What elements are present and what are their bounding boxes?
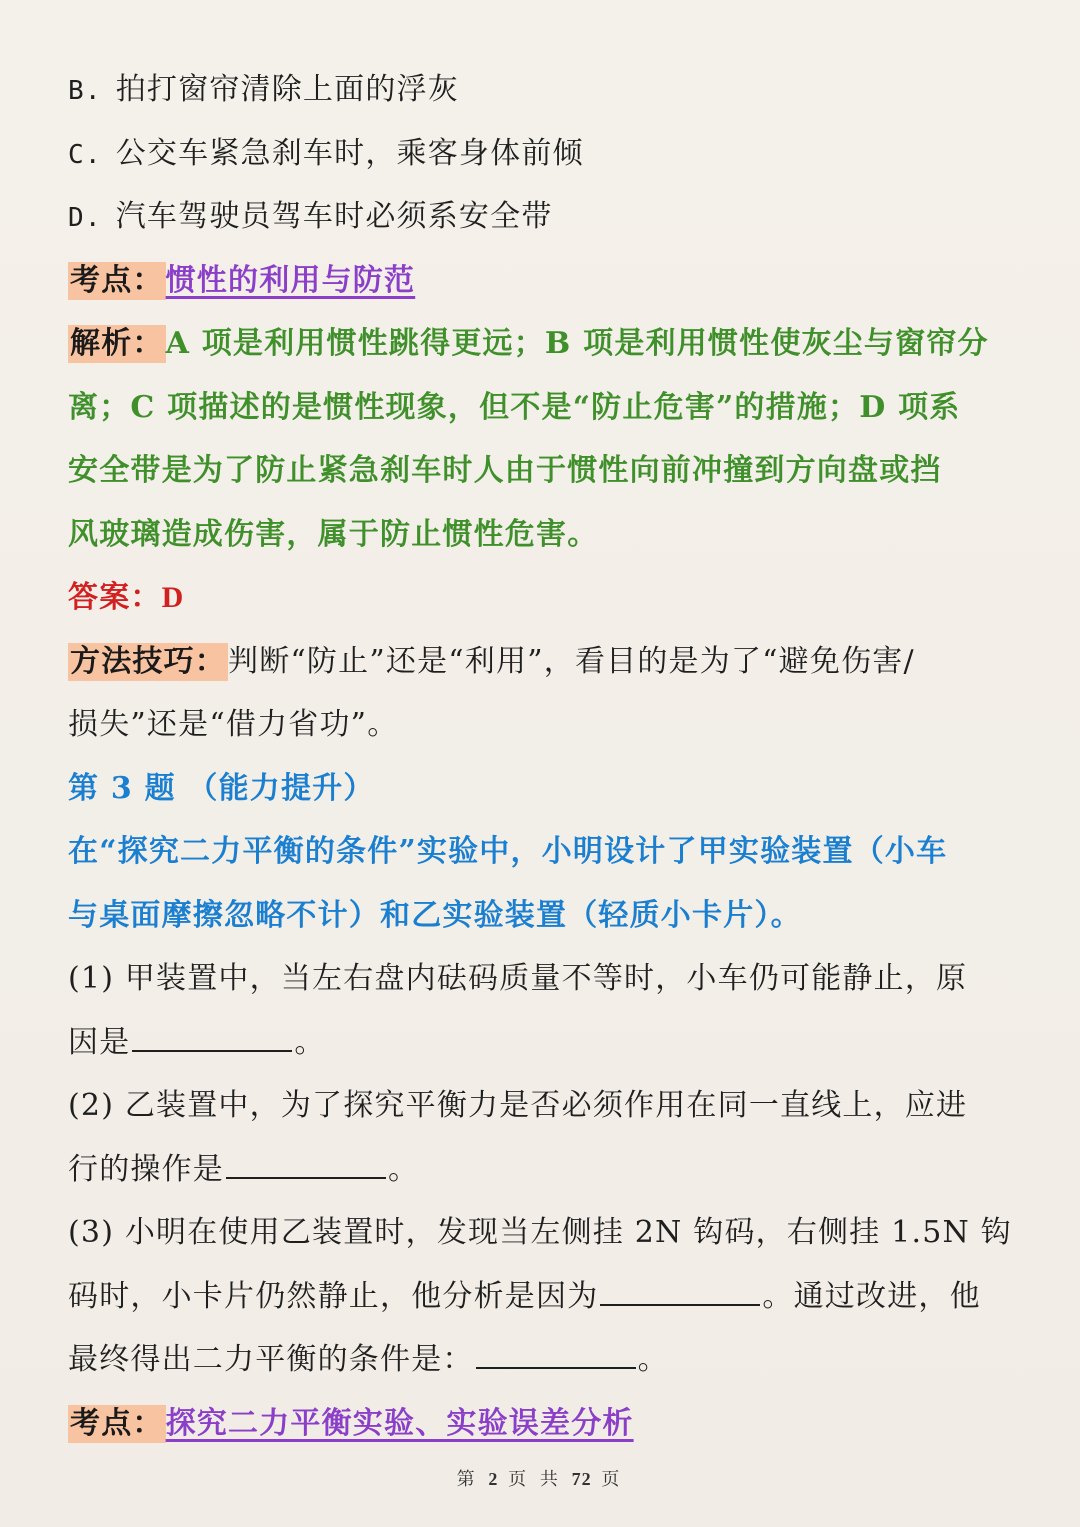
option-c: [68, 122, 1018, 186]
q3-stem-line-2: 与桌面摩擦忽略不计）和乙实验装置（轻质小卡片）。: [68, 897, 802, 933]
footer-pre: 第: [456, 1469, 479, 1490]
answer-label: 答案：: [68, 580, 162, 615]
q2-analysis-line-2: 离；C 项描述的是惯性现象，但不是“防止危害”的措施；D 项系: [68, 389, 961, 425]
q3-sub1-line-2: [68, 1011, 1018, 1075]
q2-analysis-line-3: 安全带是为了防止紧急刹车时人由于惯性向前冲撞到方向盘或挡: [68, 453, 942, 488]
method-text: 判断“防止”还是“利用”，看目的是为了“避免伤害/: [228, 643, 915, 679]
page-content: [68, 58, 1018, 1455]
footer-post: 页: [601, 1469, 624, 1490]
q2-analysis-line-4: 风玻璃造成伤害，属于防止惯性危害。: [68, 516, 599, 552]
sub3-text: 码时，小卡片仍然静止，他分析是因为: [68, 1278, 599, 1314]
sub1-text: 因是: [68, 1024, 131, 1060]
option-d: [68, 185, 1018, 249]
option-letter: D.: [68, 203, 102, 233]
option-text: 公交车紧急刹车时，乘客身体前倾: [115, 135, 584, 171]
option-text: 汽车驾驶员驾车时必须系安全带: [115, 199, 553, 234]
q3-sub1-line-1: (1) 甲装置中，当左右盘内砝码质量不等时，小车仍可能静止，原: [68, 961, 968, 996]
sub2-end: 。: [388, 1151, 420, 1187]
point-label: 考点：: [70, 1405, 164, 1441]
analysis-label: 解析：: [70, 326, 164, 361]
q2-point: [68, 249, 1018, 313]
answer-blank-1: [132, 1024, 292, 1052]
page-footer: [0, 1465, 1080, 1491]
answer-blank-3: [600, 1278, 760, 1306]
q3-title: 第 3 题 （能力提升）: [68, 770, 375, 806]
answer-value: D: [161, 581, 185, 614]
analysis-text: A 项是利用惯性跳得更远；B 项是利用惯性使灰尘与窗帘分: [165, 326, 989, 361]
option-b: [68, 58, 1018, 122]
q2-answer: [68, 566, 1018, 630]
answer-blank-2: [226, 1151, 386, 1179]
footer-mid: 页 共: [508, 1469, 562, 1490]
footer-total-pages: 72: [571, 1469, 592, 1489]
q2-method-line-1: [68, 630, 1018, 694]
q3-sub3-line-1: (3) 小明在使用乙装置时，发现当左侧挂 2N 钩码，右侧挂 1.5N 钩: [68, 1215, 1012, 1250]
q2-analysis-line-1: [68, 312, 1018, 376]
q3-point: [68, 1392, 1018, 1456]
answer-blank-4: [476, 1341, 636, 1369]
q3-sub3-line-2: [68, 1265, 1018, 1329]
sub3-text-2: 最终得出二力平衡的条件是：: [68, 1342, 474, 1377]
point-topic: 惯性的利用与防范: [165, 262, 416, 298]
sub2-text: 行的操作是: [68, 1151, 224, 1187]
method-label: 方法技巧：: [70, 643, 226, 679]
q3-sub2-line-1: (2) 乙装置中，为了探究平衡力是否必须作用在同一直线上，应进: [68, 1088, 968, 1123]
sub3-continue: 。通过改进，他: [762, 1278, 981, 1314]
point-label: 考点：: [70, 262, 164, 298]
option-text: 拍打窗帘清除上面的浮灰: [115, 72, 459, 107]
q3-sub3-line-3: [68, 1328, 1018, 1392]
q3-sub2-line-2: [68, 1138, 1018, 1202]
q3-stem-line-1: 在“探究二力平衡的条件”实验中，小明设计了甲实验装置（小车: [68, 834, 948, 869]
sub1-end: 。: [294, 1024, 326, 1060]
option-letter: C.: [68, 139, 102, 170]
point-topic: 探究二力平衡实验、实验误差分析: [165, 1405, 634, 1441]
footer-page-number: 2: [488, 1469, 499, 1489]
q2-method-line-2: 损失”还是“借力省功”。: [68, 707, 399, 742]
option-letter: B.: [68, 76, 102, 106]
sub3-end: 。: [637, 1342, 669, 1377]
